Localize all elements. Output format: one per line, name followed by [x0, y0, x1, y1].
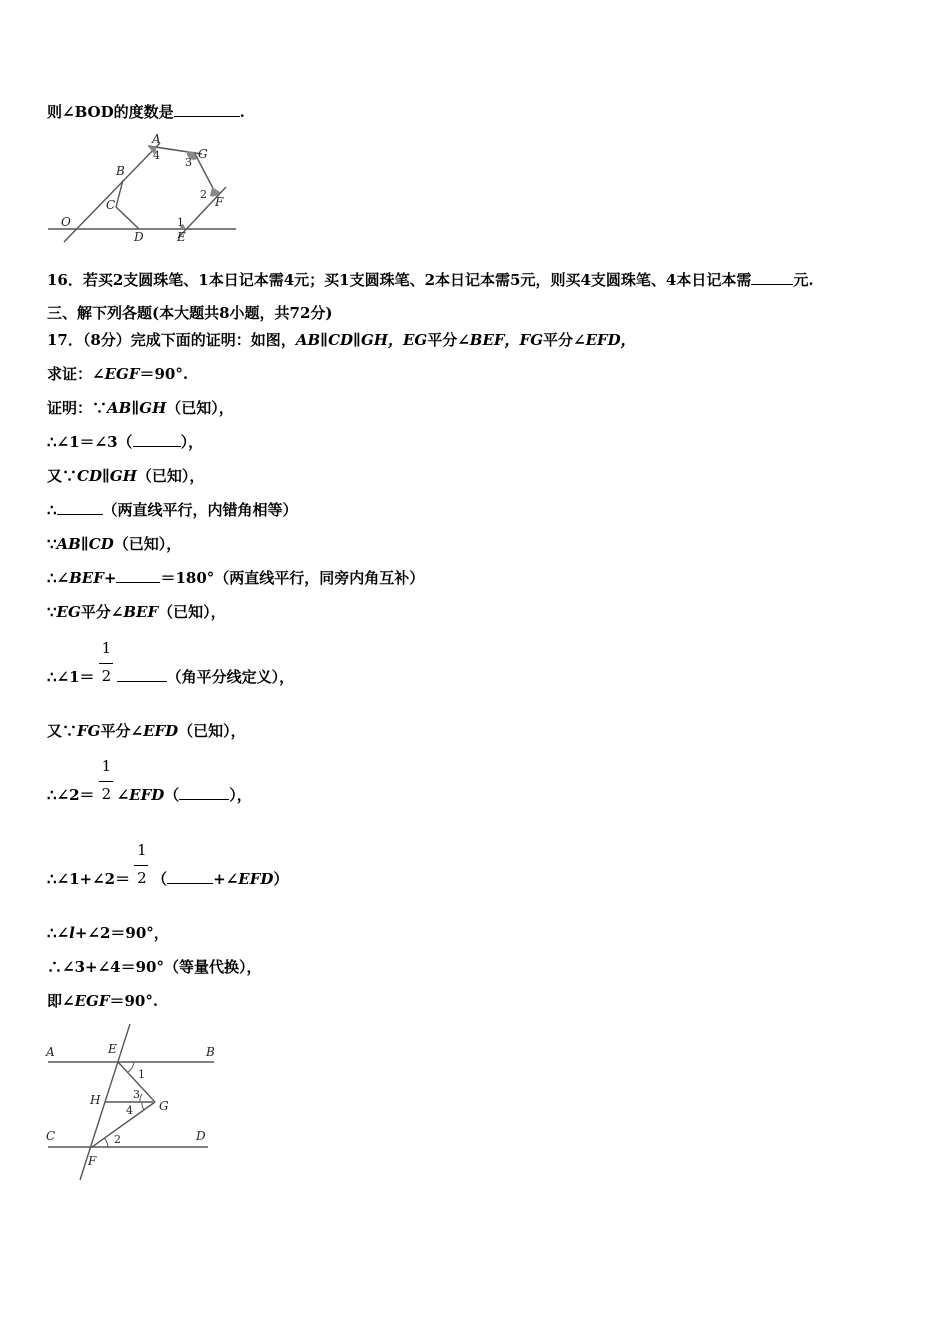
label-d: D	[134, 230, 144, 244]
proof-line-6: ∴∠BEF+ ＝180°（两直线平行，同旁内角互补）	[47, 569, 425, 587]
segment-bcd	[116, 180, 139, 229]
proof-line-12: ∴∠l+∠2＝90°，	[47, 924, 169, 942]
label-a: A	[152, 132, 161, 146]
q15-tail: 则∠BOD的度数是 .	[47, 103, 245, 121]
proof-line-5: ∵AB∥CD（已知），	[47, 535, 182, 553]
fraction-one-half: $\frac{1}{2}$	[99, 662, 113, 682]
label-g: G	[159, 1099, 169, 1113]
label-h: H	[90, 1093, 101, 1107]
answer-blank[interactable]	[116, 568, 160, 583]
proof-line-14: 即∠EGF＝90°.	[47, 992, 159, 1010]
label-a: A	[46, 1045, 55, 1059]
label-b: B	[116, 164, 125, 178]
label-angle-4: 4	[153, 149, 160, 162]
prove-statement: 求证：∠EGF＝90°.	[47, 365, 189, 383]
label-g: G	[198, 147, 208, 161]
label-angle-1: 1	[177, 216, 184, 229]
proof-line-4: ∴ （两直线平行，内错角相等）	[47, 501, 298, 519]
answer-blank[interactable]	[167, 869, 213, 884]
label-f: F	[215, 195, 224, 209]
label-e: E	[108, 1042, 117, 1056]
label-angle-3: 3	[133, 1088, 140, 1101]
proof-line-7: ∵EG平分∠BEF（已知），	[47, 603, 226, 621]
label-o: O	[61, 215, 71, 229]
proof-line-1: 证明：∵AB∥GH（已知），	[47, 399, 234, 417]
fraction-one-half: $\frac{1}{2}$	[134, 864, 148, 884]
answer-blank[interactable]	[133, 432, 181, 447]
fraction-one-half: $\frac{1}{2}$	[99, 780, 113, 800]
proof-line-8: ∴∠1＝ $\frac{1}{2}$ （角平分线定义），	[47, 639, 295, 686]
answer-blank[interactable]	[751, 270, 793, 285]
label-angle-4: 4	[126, 1104, 133, 1117]
answer-blank[interactable]	[174, 102, 240, 117]
question-17-intro: 17．（8分）完成下面的证明：如图，AB∥CD∥GH，EG平分∠BEF，FG平分∠EFD，	[47, 331, 636, 349]
figure-angle-bod	[44, 132, 239, 247]
proof-line-2: ∴∠1＝∠3（ ），	[47, 433, 204, 451]
q15-text: 则∠BOD的度数是	[47, 103, 174, 121]
label-angle-3: 3	[185, 156, 192, 169]
label-e: E	[177, 230, 186, 244]
angle-1-arc	[128, 1062, 134, 1072]
label-b: B	[206, 1045, 215, 1059]
answer-blank[interactable]	[179, 785, 229, 800]
proof-line-11: ∴∠1+∠2＝ $\frac{1}{2}$ （ +∠EFD）	[47, 841, 289, 888]
angle-2-arc	[104, 1138, 108, 1147]
angle-3-arc	[140, 1094, 142, 1102]
question-16: 16．若买2支圆珠笔、1本日记本需4元；买1支圆珠笔、2本日记本需5元，则买4支圆珠笔、4本日记本需 元.	[47, 271, 814, 289]
line-fg	[92, 1102, 155, 1147]
answer-blank[interactable]	[117, 667, 167, 682]
label-c: C	[106, 198, 116, 212]
angle-4-arc	[142, 1102, 144, 1110]
label-angle-2: 2	[200, 188, 207, 201]
answer-blank[interactable]	[57, 500, 103, 515]
label-d: D	[196, 1129, 206, 1143]
proof-line-9: 又∵FG平分∠EFD（已知），	[47, 722, 246, 740]
section-3-title: 三、解下列各题(本大题共8小题，共72分)	[47, 304, 333, 322]
proof-line-10: ∴∠2＝ $\frac{1}{2}$ ∠EFD（ ），	[47, 757, 252, 804]
label-c: C	[46, 1129, 56, 1143]
figure-parallel-lines	[42, 1020, 227, 1185]
label-angle-2: 2	[114, 1133, 121, 1146]
proof-line-3: 又∵CD∥GH（已知），	[47, 467, 205, 485]
proof-line-13: ∴∠3+∠4＝90°（等量代换），	[47, 958, 262, 976]
label-f: F	[88, 1154, 97, 1168]
label-angle-1: 1	[138, 1068, 145, 1081]
line-ob	[64, 143, 160, 242]
